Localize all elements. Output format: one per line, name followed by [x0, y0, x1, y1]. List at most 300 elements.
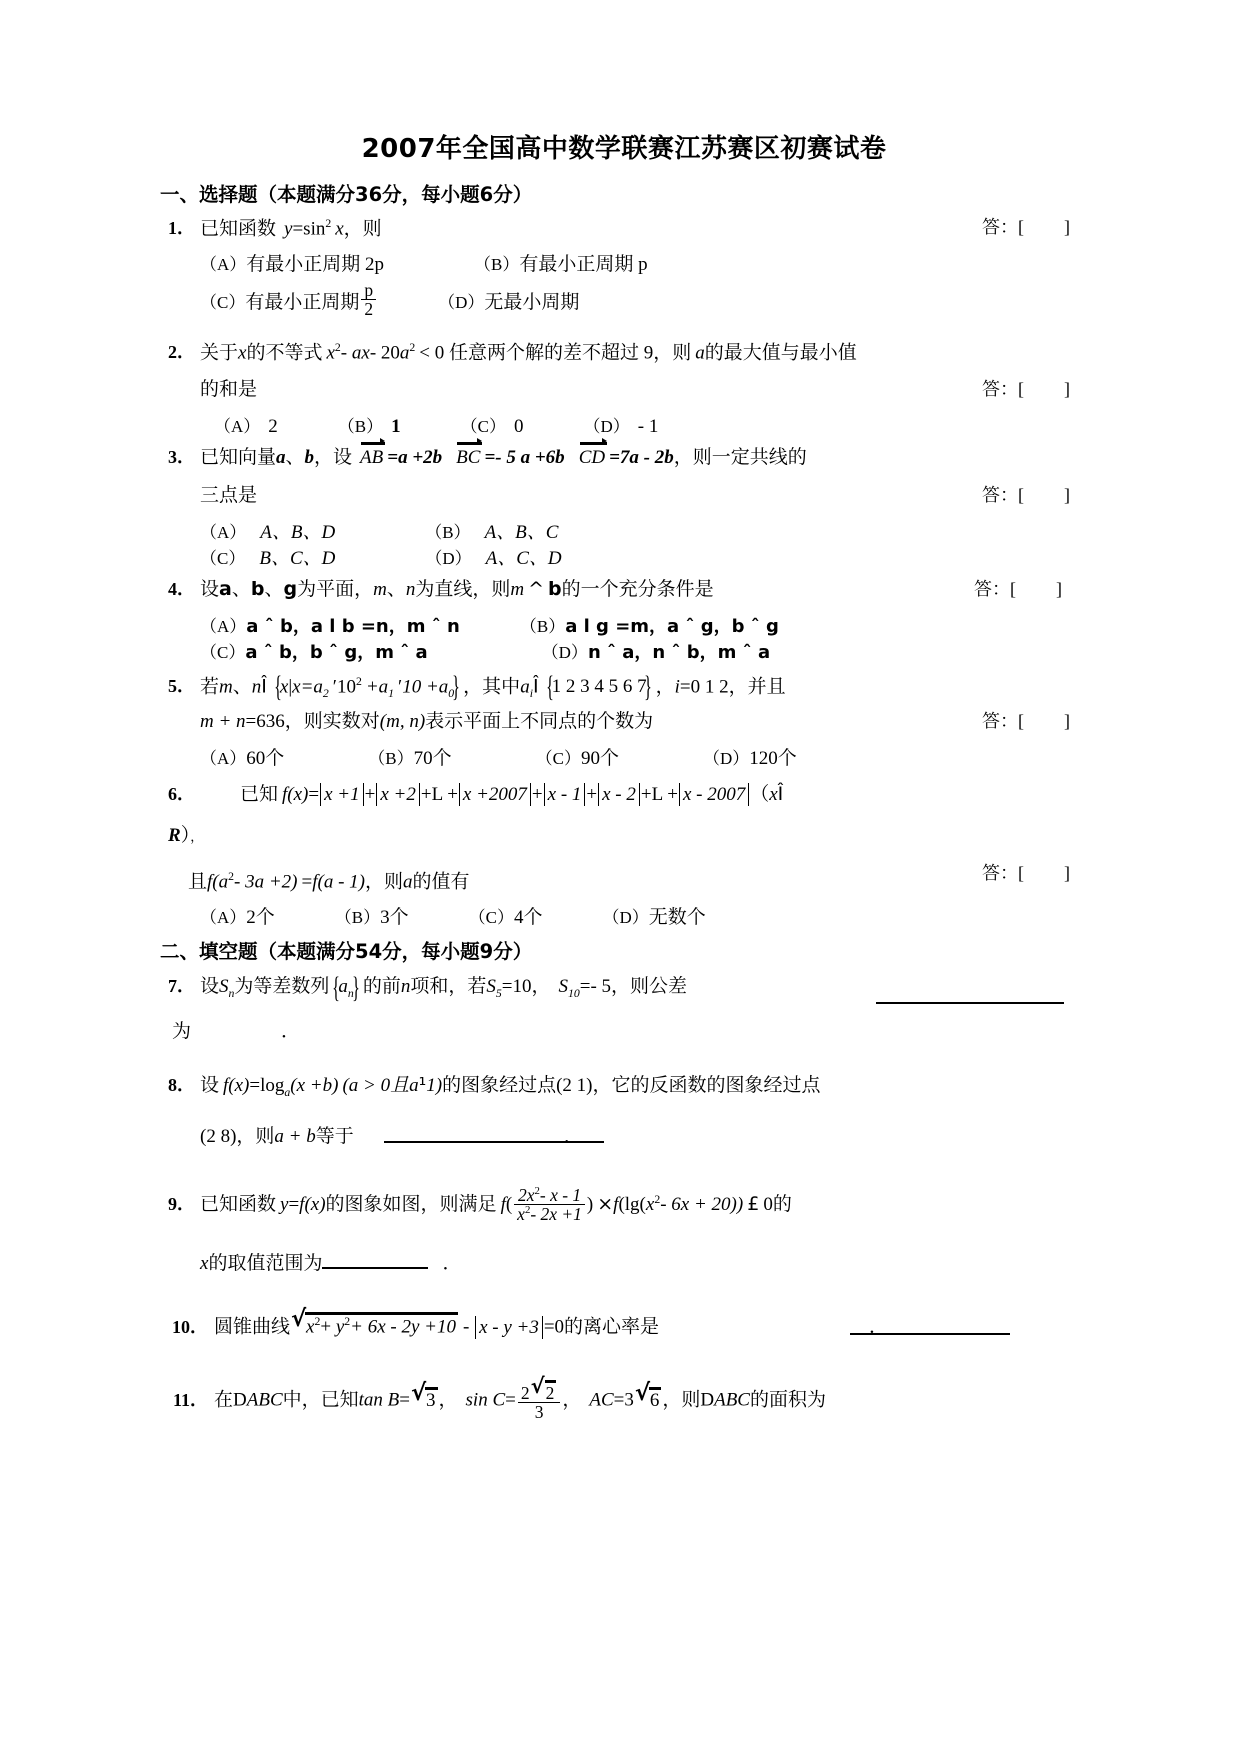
answer-box-1[interactable] [982, 218, 1070, 236]
q3-option-B[interactable] [425, 523, 558, 542]
q5-digit-set [543, 675, 656, 700]
question-4-options-row-1 [168, 613, 1080, 639]
q1-tail: ，则 [343, 218, 382, 240]
q9-lg-sup: 2 [654, 1192, 661, 1206]
q1-option-A-text: 有最小正周期 2p [246, 254, 385, 275]
answer-box-3[interactable] [982, 486, 1070, 504]
question-9-number: 9． [168, 1193, 195, 1214]
q2-t2: 的不等式 [246, 342, 323, 364]
q7-S5: S [486, 975, 496, 997]
q6-eq: = [308, 783, 320, 805]
question-9 [168, 1167, 1080, 1286]
question-5 [168, 669, 1080, 771]
question-3-number: 3． [168, 446, 195, 467]
q9-lead: 已知函数 [200, 1193, 277, 1215]
q5-pair: (m, n) [379, 710, 426, 732]
q2-option-B-label: （B） [337, 416, 384, 436]
q6-line3-tail: ，则 [364, 871, 403, 893]
q5-tail: ，并且 [728, 676, 786, 698]
q6-cond-close: ） [180, 824, 191, 846]
q6-option-D-text: 无数个 [648, 906, 706, 928]
q10-answer-blank[interactable] [850, 1333, 1010, 1335]
q2-sup2: 2 [409, 340, 416, 354]
q5-mid: ，其中 [463, 676, 521, 698]
q9-fx: (x) [304, 1193, 326, 1215]
q3-option-D[interactable] [425, 549, 561, 568]
q9-lg-x: x [645, 1193, 655, 1215]
q10-period: ． [869, 1316, 889, 1338]
answer-close-6: ] [1064, 862, 1070, 883]
q7-answer-blank[interactable] [876, 1002, 1064, 1004]
q4-tail: 的一个充分条件是 [561, 578, 714, 600]
q11-r2: 2 [545, 1380, 557, 1402]
question-5-stem-line-1 [168, 669, 1080, 707]
q5-option-D[interactable] [703, 749, 797, 768]
question-3-options-row-1 [168, 519, 1080, 545]
q4-option-A[interactable] [200, 617, 460, 636]
question-11-number: 11． [172, 1390, 208, 1411]
q5-subi: i [529, 686, 533, 700]
question-6 [168, 775, 1080, 930]
q4-b2: b [548, 577, 562, 600]
q11-r3: 3 [425, 1387, 438, 1410]
q8-lead: 设 [200, 1074, 220, 1096]
q9-line2-x: x [200, 1253, 209, 1275]
q7-nv: n [400, 975, 411, 997]
q4-option-B-label: （B） [519, 616, 566, 636]
q8-point-2: (2 8) [200, 1125, 237, 1147]
q9-frac-den-sup: 2 [524, 1204, 531, 1217]
q4-plane-a: a [219, 577, 232, 600]
q5-n: n [251, 676, 262, 698]
q6-line3-arg: (a [212, 871, 229, 893]
question-2-options [168, 413, 1080, 439]
q6-option-C-label: （C） [468, 907, 514, 927]
q8-log-arg: (x +b) [290, 1074, 339, 1096]
q1-frac-den: 2 [361, 299, 376, 318]
q2-option-A-label: （A） [214, 416, 261, 436]
q4-m2: m [510, 578, 525, 600]
q7-S: S [219, 975, 229, 997]
question-5-number: 5． [168, 676, 195, 697]
q3-vec-b: b [304, 446, 315, 468]
q9-frac-num-sup: 2 [534, 1185, 540, 1197]
q4-s3: 、 [386, 578, 406, 600]
q3-vector-BC: BC [456, 446, 481, 468]
question-9-stem-line-1 [168, 1167, 1080, 1228]
q1-sup: 2 [325, 217, 332, 230]
q6-line3-a: a [403, 871, 413, 893]
q5-ivals: =0 1 2 [679, 676, 729, 698]
q3-option-C-label: （C） [200, 548, 246, 568]
q10-radicand [305, 1312, 458, 1336]
q6-f: f [282, 783, 288, 805]
q6-option-C-text: 4个 [514, 906, 543, 928]
q11-abc2: ABC [714, 1390, 750, 1412]
q1-lead: 已知函数 [200, 218, 277, 240]
question-1-stem [168, 213, 1080, 251]
question-3-stem-line-2 [168, 481, 1080, 519]
question-2-number: 2． [168, 342, 195, 363]
q7-an-sub: n [347, 986, 354, 1000]
question-2-stem-line-1 [168, 337, 1080, 375]
q5-sub0: 0 [448, 686, 455, 700]
q8-line2-mid: ，则 [236, 1125, 275, 1147]
q1-option-B-label: （B） [474, 255, 520, 274]
question-11-stem [168, 1348, 1080, 1426]
q2-sup: 2 [334, 340, 341, 354]
q2-option-D-text: - 1 [637, 415, 659, 437]
question-1-number: 1． [168, 218, 195, 239]
q7-S-sub: n [228, 986, 235, 1000]
q7-S5-value: =10 [501, 975, 532, 997]
q3-option-B-text: A、B、C [484, 521, 559, 543]
q9-close-paren: ) [586, 1193, 594, 1215]
question-7-stem-line-2 [168, 1008, 1080, 1058]
q5-set-x2: x [292, 676, 301, 698]
q4-option-B[interactable] [520, 617, 779, 636]
q10-rad-y: y [335, 1316, 345, 1338]
question-6-options [168, 904, 1080, 930]
answer-label-6: 答：[ [982, 862, 1024, 883]
q9-y: y [280, 1193, 289, 1215]
q3-option-A-text: A、B、D [260, 521, 336, 543]
q9-fraction [514, 1186, 585, 1224]
q5-option-D-label: （D） [703, 748, 750, 768]
question-8-number: 8． [168, 1074, 195, 1095]
q8-ab: a + b [274, 1125, 316, 1147]
q6-option-A-label: （A） [200, 907, 247, 927]
q9-frac-num [514, 1186, 585, 1204]
page-content [160, 128, 1080, 1430]
q7-lead: 设 [200, 975, 220, 997]
q2-option-B[interactable] [338, 417, 401, 436]
q4-option-C-label: （C） [200, 642, 246, 662]
q9-f2: f [500, 1193, 506, 1215]
q4-option-A-label: （A） [200, 616, 247, 636]
q3-option-D-label: （D） [425, 548, 472, 568]
q6-line3-arg3: (a - 1) [317, 871, 365, 893]
q11-lead: 在 [214, 1390, 234, 1412]
answer-label-3: 答：[ [982, 484, 1024, 505]
q11-comma2: ， [562, 1390, 582, 1412]
q4-option-D-label: （D） [541, 642, 588, 662]
q8-answer-blank[interactable] [384, 1141, 604, 1143]
q9-f3: f [613, 1193, 619, 1215]
q3-tail: ，则一定共线的 [673, 446, 807, 468]
q9-f: f [299, 1193, 305, 1215]
q6-lead: 已知 [240, 783, 279, 805]
q4-lead: 设 [200, 578, 220, 600]
question-10-number: 10． [172, 1316, 208, 1337]
section-heading-2: 二、填空题（本题满分54分，每小题9分） [160, 939, 533, 963]
answer-box-5[interactable] [982, 712, 1070, 730]
q11-frac-den: 3 [518, 1402, 560, 1421]
q1-option-D[interactable] [438, 293, 579, 312]
q5-line2b: =636，则实数对 [245, 710, 380, 732]
answer-close-4: ] [1056, 578, 1062, 599]
answer-label-5: 答：[ [982, 710, 1024, 731]
question-11 [168, 1348, 1080, 1426]
q5-option-C-label: （C） [535, 748, 581, 768]
q6-option-D-label: （D） [602, 907, 649, 927]
q11-abc: ABC [246, 1390, 283, 1412]
q3-sep: 、 [285, 446, 305, 468]
q2-option-A-text: 2 [268, 415, 278, 437]
question-1-options-row-2 [168, 277, 1080, 333]
q9-tail: 的 [772, 1193, 792, 1215]
q5-option-A-label: （A） [200, 748, 247, 768]
q4-s1: 、 [231, 578, 251, 600]
q3-option-C[interactable] [200, 549, 335, 568]
q6-option-B-label: （B） [334, 907, 381, 927]
q11-frac-coef: 2 [520, 1382, 530, 1403]
q9-times-icon: × [597, 1192, 614, 1215]
question-9-stem-line-2 [168, 1227, 1080, 1285]
question-10-stem [168, 1289, 1080, 1344]
question-3-stem-line-1 [168, 443, 1080, 481]
q5-sub2: 2 [322, 686, 329, 700]
q1-option-B[interactable] [474, 255, 648, 274]
q6-line3-lead: 且 [188, 871, 208, 893]
q9-eq: = [288, 1193, 300, 1215]
q5-comma: ， [655, 676, 675, 698]
answer-label-1: 答：[ [982, 217, 1024, 237]
q1-option-C[interactable] [200, 279, 378, 323]
q11-sqrt-6 [635, 1386, 662, 1410]
q9-frac-den [514, 1204, 585, 1223]
q3-option-D-text: A、C、D [485, 547, 562, 569]
question-4 [168, 575, 1080, 665]
q2-option-A[interactable] [214, 417, 278, 436]
q9-period: ． [442, 1253, 462, 1275]
q10-rad-plus: + [320, 1316, 336, 1338]
q6-term-5: x - 2 [598, 783, 640, 807]
q2-option-C[interactable] [461, 417, 524, 436]
q7-mid2: 的前 [362, 975, 401, 997]
q4-option-C[interactable] [200, 643, 428, 662]
question-5-stem-line-2 [168, 707, 1080, 745]
q2-option-C-text: 0 [513, 415, 524, 437]
q10-eq: =0的离心率是 [543, 1316, 660, 1338]
q11-eq3: =3 [613, 1390, 634, 1412]
q9-lg-tail: - 6x + 20)) [660, 1193, 744, 1215]
q9-le-icon: £ [747, 1192, 760, 1215]
q11-tail: 的面积为 [749, 1390, 826, 1412]
q2-line2: 的和是 [200, 378, 258, 400]
q11-triangle-icon: D [233, 1390, 247, 1412]
q1-option-C-fraction [361, 281, 376, 319]
q2-ax: ax [351, 342, 370, 364]
q5-sep: 、 [232, 676, 252, 698]
q8-fx: (x) [228, 1074, 250, 1096]
q8-period: ． [563, 1125, 583, 1147]
q9-zero: 0 [763, 1193, 773, 1215]
q10-rad-sup1: 2 [314, 1315, 321, 1329]
q7-an: a [338, 975, 348, 997]
q5-set-bar: | [288, 676, 293, 698]
q3-option-B-label: （B） [425, 522, 471, 542]
q6-dots-2: +L [640, 783, 664, 805]
q5-option-D-text: 120个 [749, 747, 797, 769]
question-10 [168, 1289, 1080, 1344]
q6-line3-sup: 2 [228, 869, 235, 883]
q4-plane-b: b [250, 577, 265, 600]
q6-dots-1: +L [420, 783, 444, 805]
q6-option-B-text: 3个 [380, 906, 409, 928]
q1-option-B-text: 有最小正周期 p [519, 254, 648, 275]
q4-option-D-text: n ˆ a，n ˆ b，m ˆ a [587, 641, 771, 663]
q10-rad-x: x [306, 1316, 315, 1338]
question-1 [168, 213, 1080, 333]
q11-sqrt-3 [411, 1386, 438, 1410]
q8-cond2: 1) [426, 1074, 443, 1096]
q4-option-B-text: a l g =m，a ˆ g，b ˆ g [565, 615, 779, 637]
q9-frac-den-base: x [517, 1204, 525, 1225]
q1-option-C-text: 有最小正周期 [245, 292, 360, 314]
question-6-stem-line-2 [168, 816, 1080, 859]
q5-set-eq: =a [300, 676, 323, 698]
q6-term-6: x - 2007 [679, 783, 749, 807]
q9-line2-mid: 的取值范围为 [208, 1253, 323, 1275]
question-3 [168, 443, 1080, 571]
q6-line3-eq: = [301, 871, 313, 893]
q1-option-A-label: （A） [200, 255, 247, 274]
question-4-stem [168, 575, 1080, 613]
q9-mid: 的图象如图，则满足 [325, 1193, 497, 1215]
q3-option-A-label: （A） [200, 522, 247, 542]
q7-line2: 为 [172, 1020, 192, 1042]
question-7-number: 7． [168, 975, 195, 996]
q9-open-paren: ( [505, 1193, 513, 1215]
q5-ten2: 10 +a [402, 676, 449, 698]
q3-CD-value: =7a - 2b [609, 446, 674, 468]
question-7 [168, 970, 1080, 1058]
q3-option-C-text: B、C、D [259, 547, 336, 569]
question-8 [168, 1062, 1080, 1163]
q5-option-B-label: （B） [368, 748, 414, 768]
q6-cond-x: x [769, 783, 778, 805]
section-heading-1: 一、选择题（本题满分36分，每小题6分） [160, 183, 533, 206]
q11-fraction [518, 1379, 560, 1422]
q2-t1: 关于 [200, 342, 239, 364]
q5-set-x: x [279, 676, 289, 698]
q5-ten1: 10 [336, 676, 356, 698]
q10-abs-term: x - y +3 [475, 1316, 543, 1340]
q6-line3-f2: f [312, 871, 318, 893]
q10-rad-tail: + 6x - 2y +10 [350, 1316, 456, 1338]
answer-label-4: 答：[ [974, 578, 1016, 599]
q2-t6: 的最大值与最小值 [704, 342, 857, 364]
q5-sub1: 1 [388, 686, 395, 700]
q5-isin2-icon: Î [532, 675, 539, 698]
q7-S5-sub: 5 [495, 986, 502, 1000]
question-3-options-row-2 [168, 545, 1080, 571]
q8-neq-icon: ¹ [418, 1073, 427, 1096]
q4-n: n [405, 578, 416, 600]
q8-eq: =log [249, 1074, 285, 1096]
q1-eq: =sin [292, 218, 326, 240]
q5-option-A[interactable] [200, 749, 284, 768]
q5-ai: a [520, 676, 530, 698]
q4-s2: 、 [264, 578, 284, 600]
q4-perp-icon: ^ [528, 577, 545, 600]
q8-line2-tail: 等于 [315, 1125, 354, 1147]
question-4-options-row-2 [168, 639, 1080, 665]
q2-expr-x: x [326, 342, 335, 364]
answer-close-2: ] [1064, 378, 1070, 399]
q4-option-D[interactable] [542, 643, 770, 662]
q4-mid: 为平面， [297, 578, 374, 600]
q3-vec-a: a [276, 446, 286, 468]
q2-option-C-label: （C） [460, 416, 506, 436]
q5-times1: ′ [332, 676, 337, 698]
q8-point-1: (2 1) [556, 1074, 593, 1096]
q11-frac-num [518, 1379, 560, 1402]
q4-option-A-text: a ˆ b，a l b =n，m ˆ n [246, 615, 460, 637]
answer-box-2[interactable] [982, 380, 1070, 398]
q2-option-D[interactable] [583, 417, 658, 436]
q6-option-A[interactable] [200, 908, 275, 927]
q7-sequence-set [329, 975, 362, 1001]
q9-answer-blank[interactable] [322, 1249, 428, 1269]
q5-option-C[interactable] [536, 749, 619, 768]
q11-eq2: = [505, 1390, 516, 1412]
q2-t4: - 20 [369, 342, 400, 364]
q8-mid2: ，它的反函数的图象经过点 [592, 1074, 821, 1096]
q5-plus-a1: +a [365, 676, 389, 698]
q3-vector-CD: CD [578, 446, 606, 468]
answer-box-4[interactable] [974, 580, 1062, 598]
q1-option-D-text: 无最小周期 [484, 292, 580, 314]
page-title: 2007年全国高中数学联赛江苏赛区初赛试卷 [361, 134, 887, 164]
q3-vector-AB: AB [360, 446, 384, 468]
q5-i: i [674, 676, 680, 698]
q1-x: x [335, 218, 344, 240]
q6-option-B[interactable] [335, 908, 409, 927]
question-2 [168, 337, 1080, 439]
q11-comma1: ， [438, 1390, 458, 1412]
q8-log-base: a [284, 1085, 291, 1099]
q5-option-C-text: 90个 [581, 747, 620, 769]
q11-eq1: = [399, 1390, 411, 1412]
answer-close-5: ] [1064, 710, 1070, 731]
q9-lg-open: (lg( [618, 1193, 646, 1215]
q11-sqrt-2 [531, 1379, 557, 1402]
q6-term-1: x +1 [320, 783, 364, 807]
q2-x: x [238, 342, 247, 364]
q5-digits: 1 2 3 4 5 6 7 [551, 676, 647, 698]
q6-option-C[interactable] [469, 908, 543, 927]
q3-option-A[interactable] [200, 523, 335, 542]
q5-option-B[interactable] [368, 749, 451, 768]
q5-option-A-text: 60个 [246, 747, 285, 769]
q6-line3-arg2: - 3a +2) [234, 871, 298, 893]
q1-option-A[interactable] [200, 255, 384, 274]
q5-lead: 若 [200, 676, 220, 698]
q7-S10-sub: 10 [567, 986, 580, 1000]
answer-box-6[interactable] [982, 864, 1070, 882]
question-2-stem-line-2 [168, 375, 1080, 413]
question-5-options [168, 745, 1080, 771]
question-6-number: 6． [168, 783, 195, 804]
q2-t5: < 0 任意两个解的差不超过 9，则 [419, 342, 692, 364]
q6-option-D[interactable] [603, 908, 706, 927]
q6-line3-f: f [207, 871, 213, 893]
q5-m: m [219, 676, 233, 698]
q10-lead: 圆锥曲线 [214, 1316, 291, 1338]
q7-S10-value: =- 5 [579, 975, 612, 997]
